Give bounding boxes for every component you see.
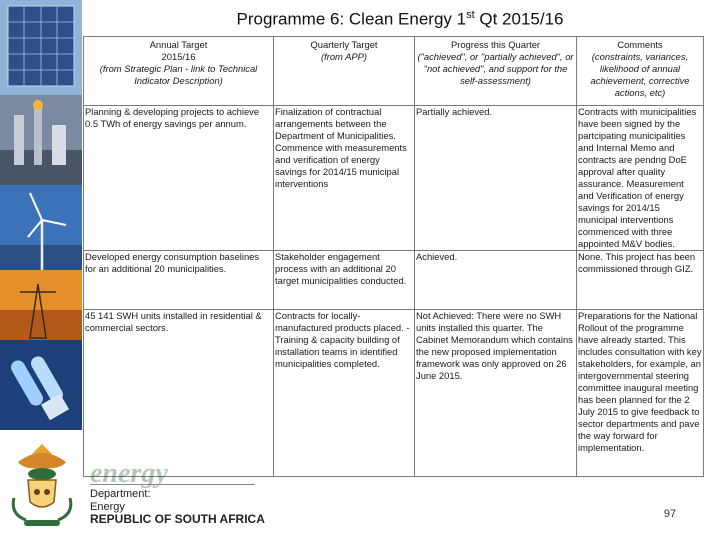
header-progress-note: ("achieved", or "partially achieved", or "not achieved", and support for the self-assessment) [417,51,574,86]
header-annual-line2: 2015/16 [161,51,196,62]
header-comments-note: (constraints, variances, likelihood of annual achievement, corrective actions, etc) [590,51,690,98]
cell-quarterly: Stakeholder engagement process with an additional 20 target municipalities conducted. [274,251,415,310]
title-tail: Qt 2015/16 [474,9,564,29]
cell-progress: Achieved. [415,251,577,310]
power-line-image [0,270,82,340]
header-progress [415,37,577,106]
header-quarterly-line1: Quarterly Target [310,39,378,50]
cell-comments: Contracts with municipalities have been signed by the partcipating municipalities and Internal Memo and contracts are pendng DoE approval after quality assurance. Measurement and Verification of energy savings for 2014/15 municipal interventions commenced with three appointed M&V bodies. [577,106,704,251]
slide-title [150,9,650,30]
energy-logo-text: energy [90,458,168,489]
logo-divider [90,484,255,485]
header-comments [577,37,704,106]
table-header-row [84,37,704,106]
cell-comments: None. This project has been commissioned through GIZ. [577,251,704,310]
table-row [84,106,704,251]
department-logo [90,450,330,530]
energy-image-strip [0,0,82,430]
header-quarterly-note: (from APP) [320,51,367,62]
department-text [90,488,265,526]
wind-turbine-image [0,185,82,270]
cell-annual: Developed energy consumption baselines for an additional 20 municipalities. [84,251,274,310]
dept-name: Energy [90,500,125,513]
dept-label: Department: [90,488,151,500]
cell-annual: Planning & developing projects to achieve 0.5 TWh of energy savings per annum. [84,106,274,251]
cell-progress: Not Achieved: There were no SWH units installed this quarter. The Cabinet Memorandum which contains the new proposed implementation framework was only approved on 26 June 2015. [415,310,577,477]
header-annual-note: (from Strategic Plan - link to Technical Indicator Description) [99,63,258,86]
programme-table [83,36,704,477]
table-row [84,251,704,310]
cell-progress: Partially achieved. [415,106,577,251]
title-main: Programme 6: Clean Energy 1 [236,9,467,29]
cell-quarterly: Contracts for locally-manufactured products placed. - Training & capacity building of installation teams in identified municipalities completed. [274,310,415,477]
energy-saving-bulb-image [0,340,82,430]
header-annual-target [84,37,274,106]
cell-annual: 45 141 SWH units installed in residential & commercial sectors. [84,310,274,477]
header-progress-line1: Progress this Quarter [450,39,541,50]
coat-of-arms-icon [6,440,78,532]
header-comments-line1: Comments [617,39,663,50]
cell-quarterly: Finalization of contractual arrangements between the Department of Municipalities. Commence with measurements and verification of energy savings for 2014/15 municipal interventions [274,106,415,251]
title-superscript: st [466,9,475,21]
solar-panel-image [0,0,82,95]
page-number: 97 [663,508,677,520]
header-quarterly-target [274,37,415,106]
country-name: REPUBLIC OF SOUTH AFRICA [90,512,265,526]
header-annual-line1: Annual Target [149,39,208,50]
refinery-image [0,95,82,185]
cell-comments: Preparations for the National Rollout of the programme have already started. This includes consultation with key stakeholders, for example, an intergovernmental steering committee inaugural meeting has been planned for the 2 July 2015 to give feedback to sector departments and pave the way forward for implementation. [577,310,704,477]
